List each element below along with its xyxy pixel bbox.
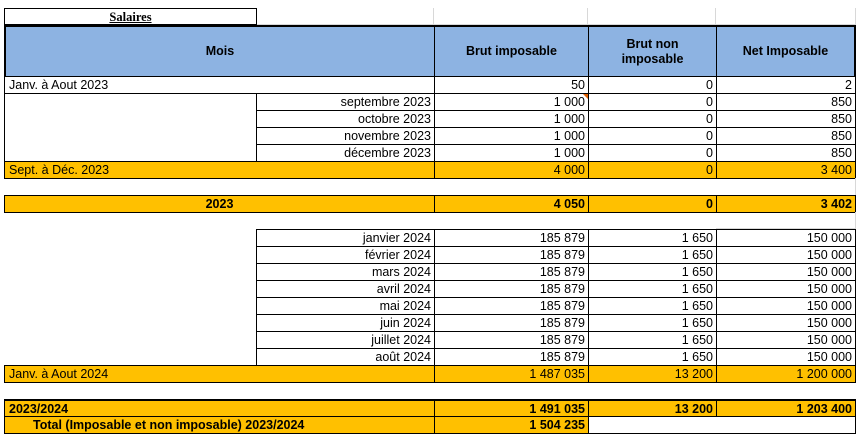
grid-cell[interactable] bbox=[434, 8, 588, 25]
sheet-title[interactable]: Salaires bbox=[4, 8, 257, 25]
row-label-sept-dec-2023[interactable]: Sept. à Déc. 2023 bbox=[4, 161, 435, 179]
cell-brut[interactable]: 185 879 bbox=[434, 280, 589, 298]
cell-net[interactable]: 850 bbox=[716, 144, 856, 162]
row-label-janv-aout-2024[interactable]: Janv. à Aout 2024 bbox=[4, 365, 435, 383]
row-label-total-2023-2024[interactable]: 2023/2024 bbox=[4, 399, 435, 417]
cell-net[interactable]: 850 bbox=[716, 127, 856, 145]
cell-brut[interactable]: 185 879 bbox=[434, 314, 589, 332]
month-label[interactable]: juillet 2024 bbox=[256, 331, 435, 349]
header-brut-non-imposable[interactable]: Brut non imposable bbox=[588, 25, 717, 77]
month-label[interactable]: juin 2024 bbox=[256, 314, 435, 332]
cell-net[interactable]: 2 bbox=[716, 76, 856, 94]
month-label[interactable]: février 2024 bbox=[256, 246, 435, 264]
header-brut-imposable[interactable]: Brut imposable bbox=[434, 25, 589, 77]
cell-brut-non[interactable]: 1 650 bbox=[588, 314, 717, 332]
cell-brut-non[interactable]: 13 200 bbox=[588, 365, 717, 383]
cell-brut-non[interactable]: 0 bbox=[588, 127, 717, 145]
cell-brut[interactable]: 4 050 bbox=[434, 195, 589, 213]
cell-brut[interactable]: 1 000 bbox=[434, 93, 589, 111]
cell-brut[interactable]: 1 000 bbox=[434, 127, 589, 145]
row-label-janv-aout-2023[interactable]: Janv. à Aout 2023 bbox=[4, 76, 435, 94]
cell-brut-non[interactable]: 0 bbox=[588, 93, 717, 111]
cell-net[interactable]: 150 000 bbox=[716, 348, 856, 366]
cell-net[interactable]: 3 402 bbox=[716, 195, 856, 213]
cell-brut[interactable]: 1 487 035 bbox=[434, 365, 589, 383]
cell-net[interactable]: 150 000 bbox=[716, 280, 856, 298]
cell-brut-non[interactable]: 1 650 bbox=[588, 348, 717, 366]
cell-net[interactable]: 150 000 bbox=[716, 331, 856, 349]
cell-brut-non[interactable]: 0 bbox=[588, 144, 717, 162]
cell-brut[interactable]: 50 bbox=[434, 76, 589, 94]
cell-net[interactable]: 1 203 400 bbox=[716, 399, 856, 417]
cell-brut-non[interactable]: 1 650 bbox=[588, 297, 717, 315]
cell-brut-non[interactable]: 0 bbox=[588, 195, 717, 213]
cell-net[interactable]: 150 000 bbox=[716, 229, 856, 247]
cell-brut[interactable]: 4 000 bbox=[434, 161, 589, 179]
grid-cell[interactable] bbox=[716, 178, 856, 196]
month-label[interactable]: décembre 2023 bbox=[256, 144, 435, 162]
cell-brut[interactable]: 185 879 bbox=[434, 331, 589, 349]
grid-cell[interactable] bbox=[588, 8, 716, 25]
month-label[interactable]: mars 2024 bbox=[256, 263, 435, 281]
cell-brut-non[interactable]: 0 bbox=[588, 110, 717, 128]
header-net-imposable[interactable]: Net Imposable bbox=[716, 25, 856, 77]
cell-brut[interactable]: 185 879 bbox=[434, 246, 589, 264]
cell-net[interactable]: 150 000 bbox=[716, 297, 856, 315]
row-label-total-2023[interactable]: 2023 bbox=[4, 195, 435, 213]
month-label[interactable]: mai 2024 bbox=[256, 297, 435, 315]
cell-brut[interactable]: 185 879 bbox=[434, 348, 589, 366]
cell-net[interactable]: 850 bbox=[716, 110, 856, 128]
month-label[interactable]: septembre 2023 bbox=[256, 93, 435, 111]
cell-brut[interactable]: 1 000 bbox=[434, 144, 589, 162]
cell-brut-non[interactable]: 13 200 bbox=[588, 399, 717, 417]
grand-total-value[interactable]: 1 504 235 bbox=[434, 416, 589, 434]
blank-cell[interactable] bbox=[588, 416, 856, 434]
header-mois[interactable]: Mois bbox=[4, 25, 435, 77]
month-label[interactable]: août 2024 bbox=[256, 348, 435, 366]
cell-brut[interactable]: 185 879 bbox=[434, 229, 589, 247]
cell-brut[interactable]: 1 000 bbox=[434, 110, 589, 128]
blank-cell[interactable] bbox=[4, 212, 257, 366]
cell-brut-non[interactable]: 0 bbox=[588, 76, 717, 94]
month-label[interactable]: janvier 2024 bbox=[256, 229, 435, 247]
cell-brut-non[interactable]: 1 650 bbox=[588, 280, 717, 298]
cell-brut-non[interactable]: 1 650 bbox=[588, 331, 717, 349]
cell-net[interactable]: 150 000 bbox=[716, 314, 856, 332]
month-label[interactable]: novembre 2023 bbox=[256, 127, 435, 145]
cell-net[interactable]: 1 200 000 bbox=[716, 365, 856, 383]
cell-net[interactable]: 150 000 bbox=[716, 263, 856, 281]
cell-brut-non[interactable]: 1 650 bbox=[588, 263, 717, 281]
cell-net[interactable]: 3 400 bbox=[716, 161, 856, 179]
cell-net[interactable]: 150 000 bbox=[716, 246, 856, 264]
grand-total-label[interactable]: Total (Imposable et non imposable) 2023/2024 bbox=[4, 416, 435, 434]
grid-cell[interactable] bbox=[256, 8, 434, 25]
cell-brut[interactable]: 1 491 035 bbox=[434, 399, 589, 417]
cell-brut[interactable]: 185 879 bbox=[434, 263, 589, 281]
month-label[interactable]: avril 2024 bbox=[256, 280, 435, 298]
cell-brut-non[interactable]: 0 bbox=[588, 161, 717, 179]
blank-cell[interactable] bbox=[4, 93, 257, 162]
month-label[interactable]: octobre 2023 bbox=[256, 110, 435, 128]
grid-cell[interactable] bbox=[716, 212, 856, 229]
grid-cell[interactable] bbox=[716, 8, 856, 25]
comment-marker-icon[interactable] bbox=[583, 94, 588, 99]
cell-net[interactable]: 850 bbox=[716, 93, 856, 111]
cell-brut[interactable]: 185 879 bbox=[434, 297, 589, 315]
cell-brut-non[interactable]: 1 650 bbox=[588, 229, 717, 247]
cell-brut-non[interactable]: 1 650 bbox=[588, 246, 717, 264]
